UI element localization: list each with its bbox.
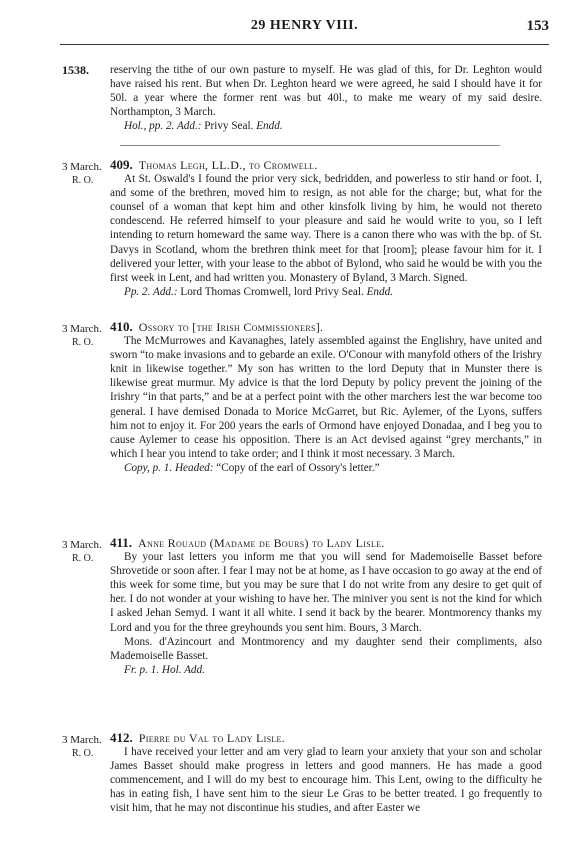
- entry-412-margin: [62, 733, 102, 761]
- entry-number: 412.: [110, 730, 133, 745]
- entry-title: Anne Rouaud (Madame de Bours) to Lady Lisle.: [138, 536, 385, 550]
- entry-paragraph: Mons. d'Azincourt and Montmorency and my daughter send their compliments, also Mademoiselle Basset.: [110, 635, 542, 662]
- repository-code: R. O.: [72, 553, 94, 564]
- entry-date: 3 March.: [62, 323, 102, 335]
- repository-code: R. O.: [72, 748, 94, 759]
- entry-date: 3 March.: [62, 539, 102, 551]
- entry-paragraph: The McMurrowes and Kavanaghes, lately assembled against the Englishry, have united and sworn “to make invasions and to gebarde an exile. O'Conour with manyfold others of the Irishry knit in likewise together.” My son has written to the lord Deputy that in Munster there is likewise great murmur. My advice is that the lord Deputy by policy prevent the joining of the Irishry “in that parts,” and be at a perfect point with the other marchers lest the war become too general. I have demised Donada to Morice McGarret, but Ric. Aylemer, of the Lyons, suffers him not to enjoy it. For 200 years the earls of Ormond have enjoyed Donadaa, and I beg you to cause Aylemer to cease his opposition. There is an Act devised against “grey merchants,” in which I hear you intend to take order; and I think it most necessary. 3 March.: [110, 335, 542, 460]
- continuation-paragraph: reserving the tithe of our own pasture to myself. He was glad of this, for Dr. Leghton would have raised his rent. But when Dr. Leghton heard we were agreed, he said I should have it for 50l. a year where the former rent was but 40l., to make me weary of my said desire. Northampton, 3 March.: [110, 64, 542, 119]
- entry-411: [110, 536, 542, 677]
- entry-410-margin: [62, 322, 102, 350]
- entry-heading: [110, 731, 542, 745]
- page-number: 153: [526, 18, 549, 34]
- section-rule: [120, 145, 500, 146]
- entry-note: Fr. p. 1. Hol. Add.: [124, 663, 205, 676]
- entry-number: 409.: [110, 157, 133, 172]
- entry-note: Pp. 2. Add.: Lord Thomas Cromwell, lord Privy Seal. Endd.: [124, 285, 394, 298]
- entry-paragraph: At St. Oswald's I found the prior very sick, bedridden, and powerless to stir hand or foot. I, and some of the brethren, moved him to resign, as not able for the charge; but, what for the counsel of a woman that kept him and other kinsfolk living by him, he would not thereto condescend. He referred himself to your pleasure and said he would write to you, so I left intending to return homeward the same way. There is a canon there who was with the bp. of St. Davys in Scotland, whom the brethren think meet for that [room]; please favour him for it. I delivered your letter, with your lease to the abbot of Bylond, who said he would be with you the first week in Lent, and had written you. Monastery of Byland, 3 March. Signed.: [110, 173, 542, 284]
- entry-title: Thomas Legh, LL.D., to Cromwell.: [138, 158, 318, 172]
- entry-title: Ossory to [the Irish Commissioners].: [138, 320, 324, 334]
- entry-heading: [110, 536, 542, 550]
- entry-409-margin: [62, 160, 102, 188]
- repository-code: R. O.: [72, 337, 94, 348]
- entry-heading: [110, 320, 542, 334]
- repository-code: R. O.: [72, 175, 94, 186]
- continuation-text: [110, 63, 542, 133]
- entry-410: [110, 320, 542, 475]
- entry-paragraph: By your last letters you inform me that you will send for Mademoiselle Basset before Shrovetide or soon after. I fear I may not be at home, as I have occasion to go away at the end of this week for some time, but you may be sure that I do not write from any desire to get quit of her. I do not wonder at your wishing to have her. The miniver you sent is not the kind for which I asked Jehan Semyd. I want it all white. I send it back by the bearer. Montmorency thanks my Lord and you for the three greyhounds you sent him. Bours, 3 March.: [110, 551, 542, 634]
- entry-date: 3 March.: [62, 734, 102, 746]
- entry-number: 411.: [110, 535, 133, 550]
- entry-412: [110, 731, 542, 816]
- entry-title: Pierre du Val to Lady Lisle.: [138, 731, 285, 745]
- entry-409: [110, 158, 542, 299]
- continuation-note: Hol., pp. 2. Add.: Privy Seal. Endd.: [124, 120, 283, 133]
- entry-paragraph: I have received your letter and am very glad to learn your anxiety that your son and scholar James Basset should make progress in letters and good manners. He has made a good commencement, and I will do my best to encourage him. This Lent, owing to the difficulty he has in eating fish, I have sent him to the sieur Le Gras to be better treated. I go frequently to visit him, that he may not discontinue his studies, and after Easter we: [110, 746, 542, 815]
- running-header: [60, 18, 549, 38]
- entry-heading: [110, 158, 542, 172]
- entry-411-margin: [62, 538, 102, 566]
- entry-note: Copy, p. 1. Headed: “Copy of the earl of Ossory's letter.”: [124, 461, 380, 474]
- entry-date: 3 March.: [62, 161, 102, 173]
- running-title: 29 HENRY VIII.: [250, 18, 359, 33]
- margin-year: 1538.: [62, 63, 89, 77]
- header-rule: [60, 44, 549, 45]
- entry-number: 410.: [110, 319, 133, 334]
